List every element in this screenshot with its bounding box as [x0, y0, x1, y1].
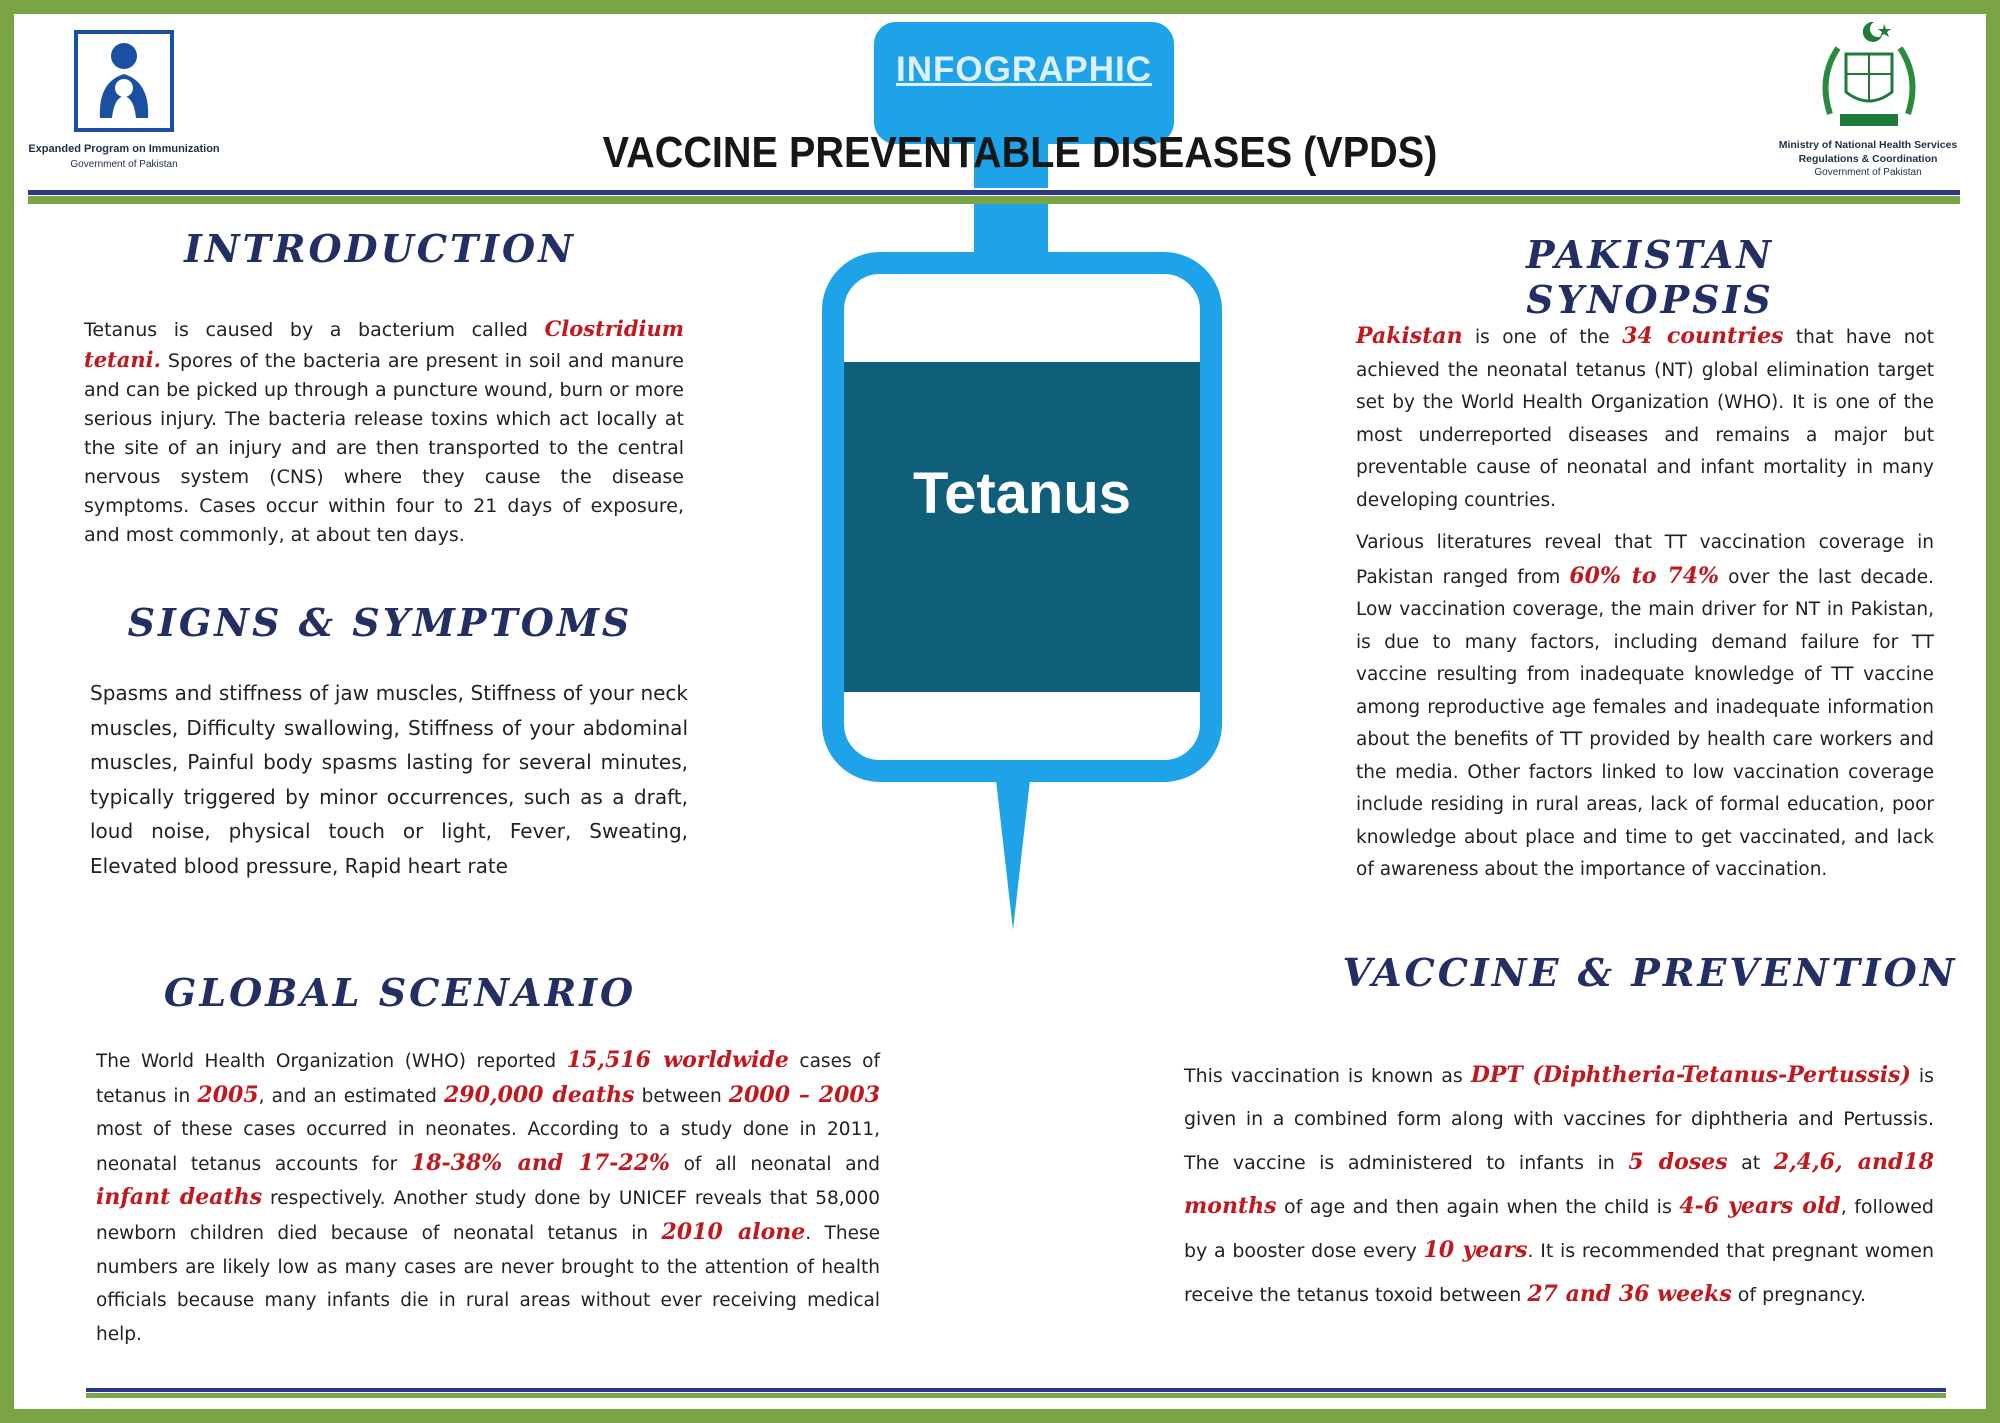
family-icon	[78, 34, 170, 128]
needle-icon	[996, 780, 1030, 930]
ministry-emblem	[1816, 18, 1922, 134]
global-hl-1: 15,516 worldwide	[566, 1047, 789, 1073]
global-text-4: between	[634, 1085, 729, 1107]
global-hl-2: 2005	[197, 1081, 259, 1108]
global-text	[96, 1044, 880, 1351]
vaccine-text-2: is given in a combined form along with vaccines for diphtheria and Pertussis. The vaccine is administered to infants in	[1184, 1065, 1935, 1174]
vaccine-text-3: at	[1727, 1152, 1774, 1174]
synopsis-hl-3: 60% to 74%	[1569, 562, 1719, 589]
epi-name: Expanded Program on Immunization	[28, 143, 220, 155]
vaccine-hl-3: 2,4,6, and18 months	[1184, 1149, 1934, 1219]
global-hl-4: 2000 – 2003	[728, 1081, 881, 1108]
synopsis-paragraph-2	[1356, 527, 1934, 887]
state-emblem-icon	[1816, 18, 1922, 134]
synopsis-text-4: over the last decade. Low vaccination coverage, the main driver for NT in Pakistan, is due to many factors, including demand failure for TT vaccine resulting from inadequate knowledge of TT vaccine among reproductive age females and inadequate information about the benefits of TT provided by health care workers and the media. Other factors linked to low vaccination coverage include residing in rural areas, lack of formal education, poor knowledge about place and time to get vaccinated, and lack of awareness about the importance of vaccination.	[1356, 566, 1934, 880]
synopsis-hl-2: 34 countries	[1622, 323, 1784, 349]
footer-divider-green	[86, 1393, 1946, 1398]
moh-name-2: Regulations & Coordination	[1798, 153, 1938, 165]
global-title: GLOBAL SCENARIO	[163, 970, 637, 1015]
global-hl-6: infant deaths	[96, 1184, 263, 1211]
synopsis-text-1: is one of the	[1462, 327, 1623, 348]
global-text-1: The World Health Organization (WHO) reported	[96, 1051, 567, 1072]
signs-text: Spasms and stiffness of jaw muscles, Stiffness of your neck muscles, Difficulty swallowing, Stiffness of your abdominal muscles, Painful body spasms lasting for several minutes, typically triggered by minor occurrences, such as a draft, loud noise, physical touch or light, Fever, Sweating, Elevated blood pressure, Rapid heart rate	[90, 681, 688, 878]
synopsis-text	[1356, 320, 1934, 887]
epi-caption	[24, 142, 224, 172]
global-text-8: . These numbers are likely low as many cases are never brought to the attention of health officials because many infants die in rural areas without ever receiving medical help.	[96, 1222, 880, 1345]
synopsis-text-3: Various literatures reveal that TT vaccination coverage in Pakistan ranged from	[1356, 532, 1934, 588]
intro-text-1: Tetanus is caused by a bacterium called	[84, 319, 545, 341]
vaccine-text-1: This vaccination is known as	[1184, 1065, 1471, 1087]
infographic-label: INFOGRAPHIC	[896, 50, 1152, 89]
vaccine-hl-4: 4-6 years old	[1679, 1193, 1841, 1219]
introduction-title: INTRODUCTION	[184, 226, 576, 271]
vaccine-text-6: . It is recommended that pregnant women receive the tetanus toxoid between	[1184, 1240, 1934, 1306]
synopsis-hl-1: Pakistan	[1356, 323, 1463, 349]
synopsis-paragraph-1	[1356, 320, 1934, 517]
vaccine-text	[1184, 1054, 1934, 1317]
vaccine-text-5: , followed by a booster dose every	[1184, 1196, 1934, 1262]
global-text-5: most of these cases occurred in neonates. According to a study done in 2011, neonatal tetanus accounts for	[96, 1119, 880, 1175]
vaccine-text-4: of age and then again when the child is	[1276, 1196, 1680, 1218]
intro-highlight: Clostridium tetani.	[84, 316, 684, 372]
footer-divider-blue	[86, 1388, 1946, 1392]
synopsis-title: PAKISTAN SYNOPSIS	[1526, 232, 1774, 322]
vaccine-hl-1: DPT (Diphtheria-Tetanus-Pertussis)	[1470, 1062, 1911, 1088]
introduction-text	[84, 314, 684, 550]
header-divider-blue	[28, 190, 1960, 195]
moh-gov: Government of Pakistan	[1814, 167, 1922, 178]
header-divider-green	[28, 196, 1960, 204]
vaccine-hl-6: 27 and 36 weeks	[1527, 1281, 1732, 1307]
ministry-caption	[1768, 138, 1968, 180]
vaccine-text-7: of pregnancy.	[1731, 1284, 1867, 1306]
global-hl-5: 18-38% and 17-22%	[410, 1149, 670, 1176]
global-text-2: cases of tetanus in	[96, 1051, 880, 1107]
disease-name: Tetanus	[912, 461, 1132, 526]
global-hl-7: 2010 alone	[661, 1218, 806, 1245]
epi-gov: Government of Pakistan	[70, 159, 178, 170]
synopsis-text-2: that have not achieved the neonatal tetanus (NT) global elimination target set by the World Health Organization (WHO). It is one of the most underreported diseases and remains a major but preventable cause of neonatal and infant mortality in many developing countries.	[1356, 327, 1934, 511]
syringe-label-band	[844, 362, 1200, 692]
global-text-6: of all neonatal and	[669, 1153, 880, 1175]
vaccine-title: VACCINE & PREVENTION	[1342, 950, 1958, 995]
signs-title: SIGNS & SYMPTOMS	[127, 600, 633, 645]
intro-text-2: Spores of the bacteria are present in soil and manure and can be picked up through a puncture wound, burn or more serious injury. The bacteria release toxins which act locally at the site of an injury and are then transported to the central nervous system (CNS) where they cause the disease symptoms. Cases occur within four to 21 days of exposure, and most commonly, at about ten days.	[84, 350, 684, 546]
global-text-3: , and an estimated	[258, 1085, 444, 1107]
moh-name-1: Ministry of National Health Services	[1778, 139, 1958, 151]
vaccine-hl-2: 5 doses	[1628, 1149, 1728, 1175]
vaccine-hl-5: 10 years	[1423, 1237, 1528, 1263]
epi-logo	[74, 30, 174, 132]
global-hl-3: 290,000 deaths	[443, 1081, 635, 1108]
global-text-7: respectively. Another study done by UNICEF reveals that 58,000 newborn children died because of neonatal tetanus in	[96, 1188, 880, 1244]
page-title: VACCINE PREVENTABLE DISEASES (VPDS)	[602, 128, 1438, 177]
